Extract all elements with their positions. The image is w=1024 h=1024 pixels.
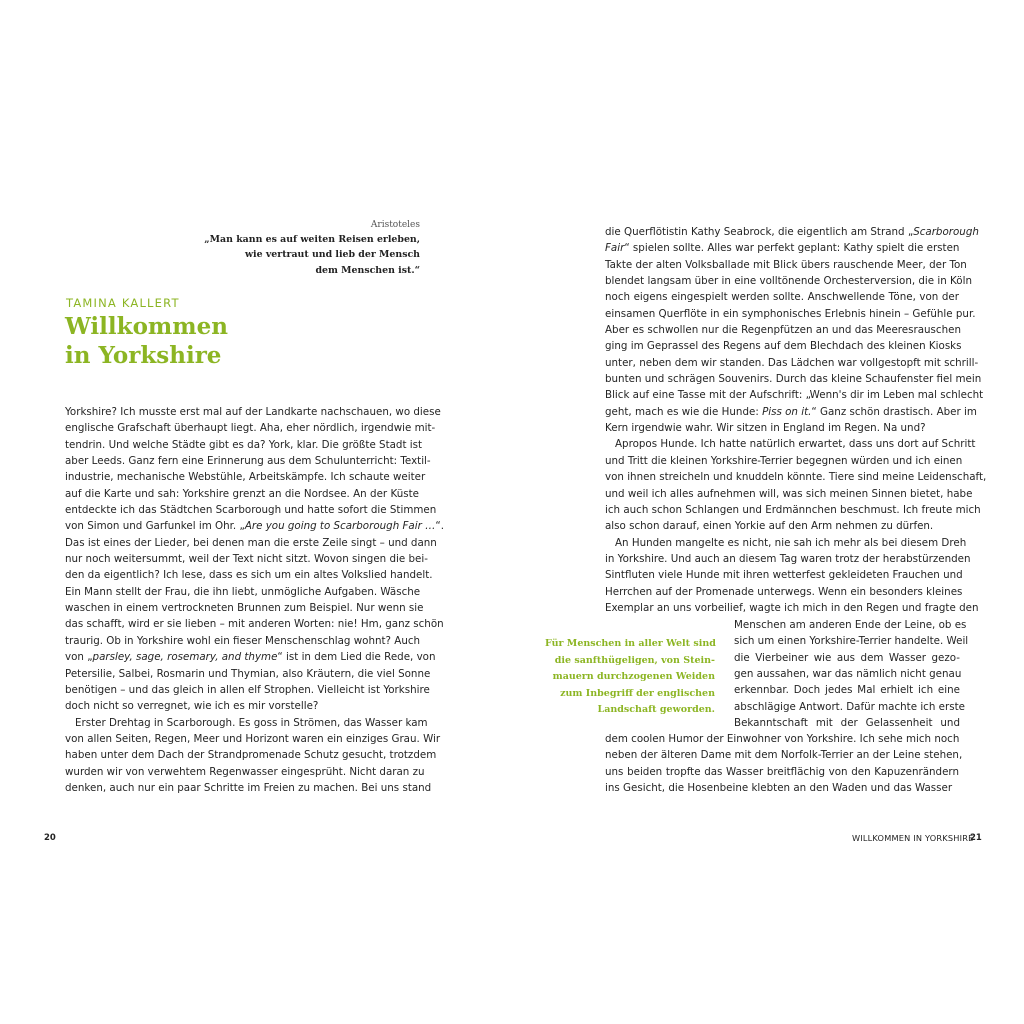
- epigraph-line: „Man kann es auf weiten Reisen erleben,: [204, 234, 420, 245]
- epigraph-line: wie vertraut und lieb der Mensch: [244, 249, 420, 261]
- text-line: einsamen Querflöte in ein symphonisches Erlebnis hinein – Gefühle pur.: [605, 307, 976, 320]
- text-line: industrie, mechanische Webstühle, Arbeitskämpfe. Ich schaute weiter: [65, 471, 426, 484]
- text-line: blendet langsam über in eine volltönende Orchesterversion, die in Köln: [605, 275, 972, 288]
- pull-quote-line: mauern durchzogenen Weiden: [552, 671, 715, 682]
- article-title-line: in Yorkshire: [65, 342, 222, 369]
- text-line: Sintfluten viele Hunde mit ihren wetterfest gekleideten Frauchen und: [605, 569, 963, 582]
- left-body-column: [65, 404, 445, 796]
- text-line: nur noch weitersummt, weil der Text nicht sitzt. Wovon singen die bei-: [65, 553, 428, 566]
- text-line: in Yorkshire. Und auch an diesem Tag waren trotz der herabstürzenden: [605, 552, 971, 565]
- text-line: Kern irgendwie wahr. Wir sitzen in England im Regen. Na und?: [605, 422, 926, 435]
- page-number-right: 21: [970, 833, 982, 843]
- text-line: tendrin. Und welche Städte gibt es da? York, klar. Die größte Stadt ist: [65, 438, 423, 451]
- text-line: noch eigens eingespielt werden sollte. Anschwellende Töne, von der: [605, 291, 959, 304]
- text-line: benötigen – und das gleich in allen elf Strophen. Vielleicht ist Yorkshire: [65, 683, 430, 696]
- text-line: Petersilie, Salbei, Rosmarin und Thymian, also Kräutern, die viel Sonne: [65, 667, 431, 680]
- epigraph-text: [200, 232, 420, 278]
- right-body-column-top: [605, 224, 987, 616]
- text-line: von ihnen streicheln und knuddeln könnte. Tiere sind meine Leidenschaft,: [605, 471, 987, 484]
- text-line: Bekanntschaft mit der Gelassenheit und: [734, 717, 960, 730]
- text-line: An Hunden mangelte es nicht, nie sah ich mehr als bei diesem Dreh: [615, 536, 967, 549]
- text-line: das schafft, wird er sie lieben – mit anderen Worten: nie! Hm, ganz schön: [65, 618, 444, 631]
- text-line: dem coolen Humor der Einwohner von Yorkshire. Ich sehe mich noch: [605, 733, 960, 745]
- text-line: englische Grafschaft überhaupt liegt. Aha, eher nördlich, irgendwie mit-: [65, 422, 436, 435]
- text-line: Blick auf eine Tasse mit der Aufschrift: „Wenn's dir im Leben mal schlecht: [605, 389, 984, 402]
- text-line: neben der älteren Dame mit dem Norfolk-Terrier an der Leine stehen,: [605, 749, 963, 762]
- pull-quote-line: zum Inbegriff der englischen: [560, 687, 715, 699]
- pull-quote-line: die sanfthügeligen, von Stein-: [554, 654, 715, 666]
- text-line: Takte der alten Volksballade mit Blick übers rauschende Meer, der Ton: [605, 258, 967, 271]
- page-number-left: 20: [44, 833, 56, 843]
- running-head: WILLKOMMEN IN YORKSHIRE: [852, 833, 974, 843]
- text-line: unter, neben dem wir standen. Das Lädchen war vollgestopft mit schrill-: [605, 356, 979, 369]
- text-line: den da eigentlich? Ich lese, dass es sich um ein altes Volkslied handelt.: [65, 569, 433, 582]
- text-line: traurig. Ob in Yorkshire wohl ein fieser Menschenschlag wohnt? Auch: [65, 634, 421, 647]
- text-line: Exemplar an uns vorbeilief, wagte ich mich in den Regen und fragte den: [605, 601, 979, 614]
- text-line: ich auch schon Schlangen und Erdmännchen beschmust. Ich freute mich: [605, 503, 981, 516]
- text-line: haben unter dem Dach der Strandpromenade Schutz gesucht, trotzdem: [65, 749, 437, 762]
- text-line: sich um einen Yorkshire-Terrier handelte. Weil: [734, 635, 969, 648]
- text-line: also schon darauf, einen Yorkie auf den Arm nehmen zu dürfen.: [605, 520, 934, 533]
- text-line: abschlägige Antwort. Dafür machte ich erste: [734, 700, 965, 713]
- article-title: [65, 312, 228, 370]
- text-line: gen aussahen, war das nämlich nicht genau: [734, 668, 962, 681]
- article-author: TAMINA KALLERT: [66, 296, 180, 310]
- text-line: uns beiden tropfte das Wasser breitflächig von den Kapuzenrändern: [605, 765, 959, 778]
- pull-quote: [545, 636, 715, 719]
- text-line: waschen in einem vertrockneten Brunnen zum Beispiel. Nur wenn sie: [65, 602, 424, 615]
- text-line: denken, auch nur ein paar Schritte im Freien zu machen. Bei uns stand: [65, 781, 432, 794]
- text-line: und Tritt die kleinen Yorkshire-Terrier begegnen würden und ich einen: [605, 454, 963, 467]
- epigraph-line: dem Menschen ist.“: [315, 264, 420, 276]
- right-body-column-bottom: [605, 731, 963, 796]
- text-line: von Simon und Garfunkel im Ohr. „Are you going to Scarborough Fair …“.: [65, 520, 445, 533]
- article-title-line: Willkommen: [65, 313, 228, 340]
- text-line: von „parsley, sage, rosemary, and thyme“ ist in dem Lied die Rede, von: [65, 651, 436, 664]
- text-line: Erster Drehtag in Scarborough. Es goss in Strömen, das Wasser kam: [75, 716, 428, 729]
- pull-quote-line: Für Menschen in aller Welt sind: [545, 638, 716, 649]
- text-line: Das ist eines der Lieder, bei denen man die erste Zeile singt – und dann: [65, 536, 437, 549]
- text-line: Aber es schwollen nur die Regenpfützen an und das Meeresrauschen: [605, 324, 961, 337]
- text-line: die Querflötistin Kathy Seabrock, die eigentlich am Strand „Scarborough: [605, 226, 979, 238]
- epigraph-author: Aristoteles: [370, 220, 420, 230]
- pull-quote-line: Landschaft geworden.: [597, 704, 715, 715]
- text-line: Apropos Hunde. Ich hatte natürlich erwartet, dass uns dort auf Schritt: [615, 438, 976, 451]
- text-line: doch nicht so verregnet, wie ich es mir vorstelle?: [65, 700, 319, 713]
- text-line: ging im Geprassel des Regens auf dem Blechdach des kleinen Kiosks: [605, 340, 962, 353]
- right-body-column-narrow: [734, 617, 969, 731]
- text-line: aber Leeds. Ganz fern eine Erinnerung aus dem Schulunterricht: Textil-: [65, 455, 431, 468]
- text-line: entdeckte ich das Städtchen Scarborough und hatte sofort die Stimmen: [65, 504, 437, 517]
- text-line: Herrchen auf der Promenade unterwegs. Wenn ein besonders kleines: [605, 585, 963, 598]
- text-line: ins Gesicht, die Hosenbeine klebten an den Waden und das Wasser: [605, 782, 953, 795]
- text-line: Fair“ spielen sollte. Alles war perfekt geplant: Kathy spielt die ersten: [605, 242, 960, 255]
- text-line: geht, mach es wie die Hunde: Piss on it.“ Ganz schön drastisch. Aber im: [605, 405, 977, 418]
- text-line: die Vierbeiner wie aus dem Wasser gezo-: [734, 651, 960, 664]
- text-line: Ein Mann stellt der Frau, die ihn liebt, unmögliche Aufgaben. Wäsche: [65, 585, 421, 598]
- text-line: von allen Seiten, Regen, Meer und Horizont waren ein einziges Grau. Wir: [65, 732, 441, 745]
- text-line: erkennbar. Doch jedes Mal erhielt ich eine: [734, 684, 960, 697]
- text-line: auf die Karte und sah: Yorkshire grenzt an die Nordsee. An der Küste: [65, 487, 419, 500]
- text-line: Menschen am anderen Ende der Leine, ob es: [734, 619, 967, 631]
- epigraph: [200, 218, 420, 278]
- text-line: und weil ich alles aufnehmen will, was sich meinen Sinnen bietet, habe: [605, 487, 973, 500]
- text-line: bunten und schrägen Souvenirs. Durch das kleine Schaufenster fiel mein: [605, 373, 982, 386]
- text-line: wurden wir von verwehtem Regenwasser eingesprüht. Nicht daran zu: [65, 765, 425, 778]
- text-line: Yorkshire? Ich musste erst mal auf der Landkarte nachschauen, wo diese: [65, 406, 441, 418]
